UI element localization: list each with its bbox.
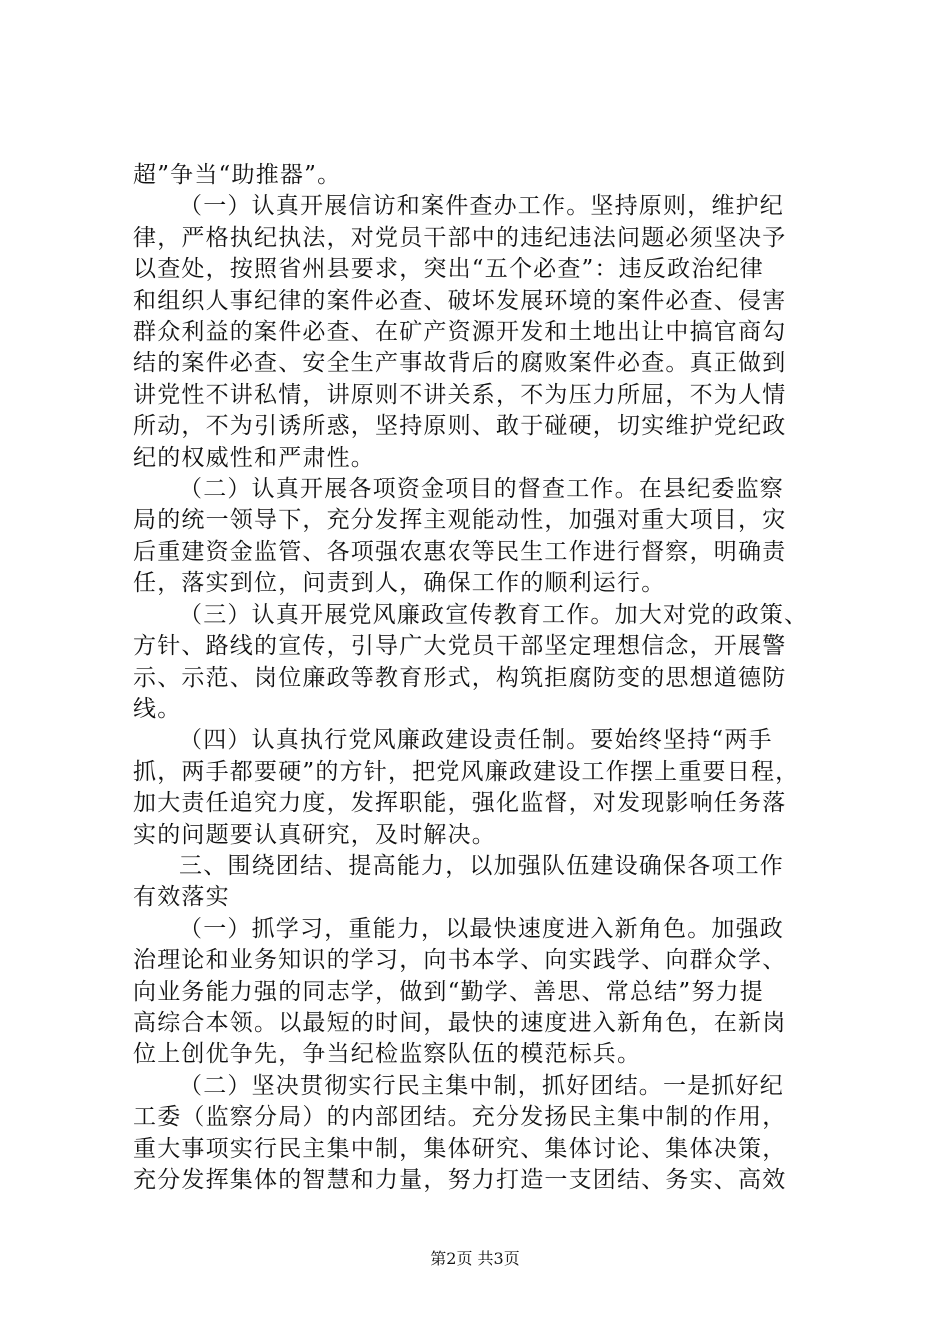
text-line: （一）认真开展信访和案件查办工作。坚持原则，维护纪 [179, 193, 784, 220]
text-line: 实的问题要认真研究，及时解决。 [133, 821, 496, 848]
text-line: 以查处，按照省州县要求，突出“五个必查”：违反政治纪律 [133, 256, 764, 283]
text-line: 结的案件必查、安全生产事故背后的腐败案件必查。真正做到 [133, 350, 787, 377]
text-line: （三）认真开展党风廉政宣传教育工作。加大对党的政策、 [179, 601, 809, 628]
text-line: （四）认真执行党风廉政建设责任制。要始终坚持“两手 [179, 727, 773, 754]
text-line: 方针、路线的宣传，引导广大党员干部坚定理想信念，开展警 [133, 633, 787, 660]
text-line: 位上创优争先，争当纪检监察队伍的模范标兵。 [133, 1041, 642, 1068]
text-line: 局的统一领导下，充分发挥主观能动性，加强对重大项目，灾 [133, 507, 787, 534]
text-line: 加大责任追究力度，发挥职能，强化监督，对发现影响任务落 [133, 790, 787, 817]
text-line: 工委（监察分局）的内部团结。充分发扬民主集中制的作用， [133, 1104, 787, 1131]
text-line: 讲党性不讲私情，讲原则不讲关系，不为压力所屈，不为人情 [133, 381, 787, 408]
text-line: 纪的权威性和严肃性。 [133, 444, 375, 471]
text-line: 律，严格执纪执法，对党员干部中的违纪违法问题必须坚决予 [133, 224, 787, 251]
text-line: 重大事项实行民主集中制，集体研究、集体讨论、集体决策， [133, 1135, 787, 1162]
text-line: 向业务能力强的同志学，做到“勤学、善思、常总结”努力提 [133, 978, 764, 1005]
text-line: 充分发挥集体的智慧和力量，努力打造一支团结、务实、高效 [133, 1167, 787, 1193]
text-line: 任，落实到位，问责到人，确保工作的顺利运行。 [133, 570, 666, 597]
text-line: 抓，两手都要硬”的方针，把党风廉政建设工作摆上重要日程， [133, 758, 800, 785]
text-line: （二）坚决贯彻实行民主集中制，抓好团结。一是抓好纪 [179, 1072, 784, 1099]
text-line: 和组织人事纪律的案件必查、破坏发展环境的案件必查、侵害 [133, 287, 787, 314]
text-line: 群众利益的案件必查、在矿产资源开发和土地出让中搞官商勾 [133, 319, 787, 346]
text-line: 超”争当“助推器”。 [133, 162, 342, 188]
text-line: 后重建资金监管、各项强农惠农等民生工作进行督察，明确责 [133, 538, 787, 565]
text-line: （二）认真开展各项资金项目的督查工作。在县纪委监察 [179, 476, 784, 503]
text-line: （一）抓学习，重能力，以最快速度进入新角色。加强政 [179, 915, 784, 942]
text-line: 有效落实 [133, 884, 230, 911]
text-line: 三、围绕团结、提高能力，以加强队伍建设确保各项工作 [179, 852, 784, 879]
text-line: 示、示范、岗位廉政等教育形式，构筑拒腐防变的思想道德防 [133, 664, 787, 691]
page-footer: 第2页 共3页 [430, 1249, 520, 1268]
text-line: 治理论和业务知识的学习，向书本学、向实践学、向群众学、 [133, 947, 787, 974]
text-line: 线。 [133, 695, 182, 722]
document-body [133, 160, 833, 1196]
text-line: 高综合本领。以最短的时间，最快的速度进入新角色，在新岗 [133, 1009, 787, 1036]
text-line: 所动，不为引诱所惑，坚持原则、敢于碰硬，切实维护党纪政 [133, 413, 787, 440]
